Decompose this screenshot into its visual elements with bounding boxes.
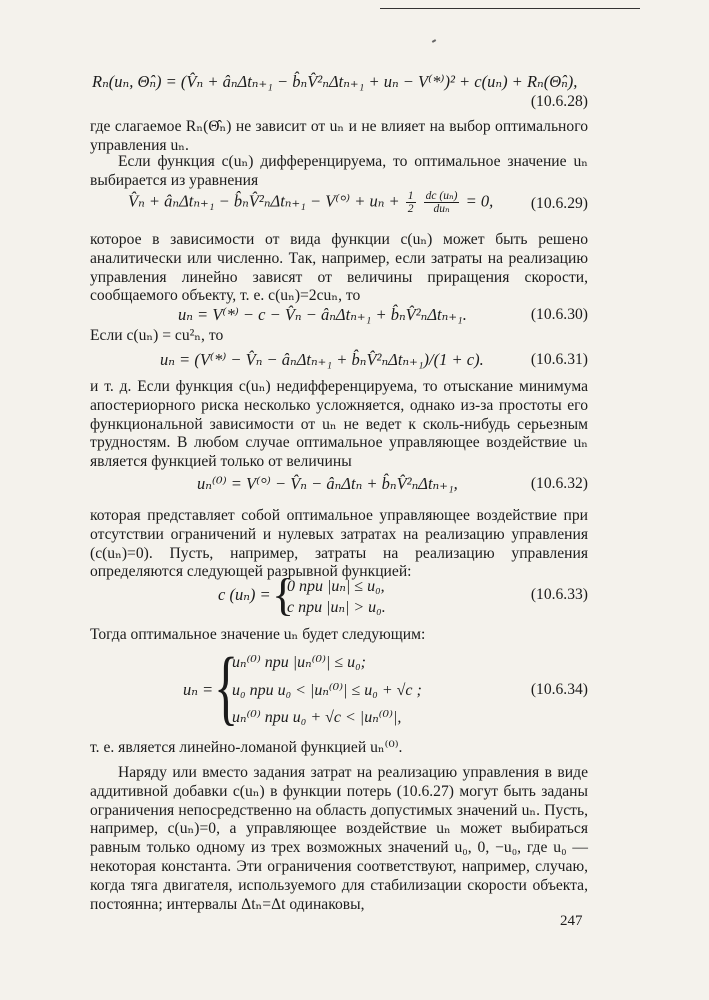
left-brace-10-6-33: {: [272, 569, 295, 620]
paragraph-2: Если функция c(uₙ) дифференцируема, то оптимальное значение uₙ выбирается из уравнения: [90, 153, 588, 189]
equation-10-6-34-case-1: uₙ⁽⁰⁾ при |uₙ⁽⁰⁾| ≤ u₀;: [232, 654, 366, 671]
paragraph-3: которое в зависимости от вида функции c(uₙ) может быть решено аналитически или численно. Так, например, если затраты на реализацию управления линейно зависят от величины приращения скорости, сообщаемого объекту, т. е. c(uₙ)=2cuₙ, то: [90, 231, 588, 305]
paragraph-6: которая представляет собой оптимальное управляющее воздействие при отсутствии ограничений и нулевых затратах на реализацию управления (c(uₙ)=0). Пусть, например, затраты на реализацию управления определяются следующей разрывной функцией:: [90, 507, 588, 581]
coefficient-denominator: 2: [407, 203, 414, 215]
paragraph-8: т. е. является линейно-ломаной функцией uₙ⁽⁰⁾.: [90, 739, 403, 756]
derivative-numerator: dc (uₙ): [425, 190, 458, 202]
derivative-denominator: duₙ: [433, 203, 450, 215]
equation-number-10-6-34: (10.6.34): [530, 681, 588, 698]
equation-10-6-28: Rₙ(uₙ, Θ̂ₙ) = (V̂ₙ + âₙΔtₙ₊₁ − b̂ₙV̂²ₙΔtₙ₊₁ + uₙ − V⁽*⁾)² + c(uₙ) + Rₙ(Θ̂ₙ),: [92, 72, 578, 91]
coefficient-numerator: 1: [407, 190, 414, 202]
paragraph-7: Тогда оптимальное значение uₙ будет следующим:: [90, 626, 426, 643]
equation-10-6-29: [128, 190, 493, 215]
top-rule: [380, 8, 640, 9]
equation-10-6-34-lhs: uₙ =: [183, 680, 214, 699]
equation-number-10-6-29: (10.6.29): [530, 195, 588, 212]
left-brace-10-6-34: {: [214, 641, 239, 734]
paragraph-9: Наряду или вместо задания затрат на реализацию управления в виде аддитивной добавки c(uₙ) в функции потерь (10.6.27) могут быть заданы ограничения непосредственно на область допустимых значений uₙ. Пусть, например, c(uₙ)=0, а управляющее воздействие uₙ может выбираться равным только одному из трех возможных значений u₀, 0, −u₀, где u₀ — некоторая константа. Эти ограничения соответствуют, например, случаю, когда тяга двигателя, используемого для стабилизации скорости объекта, постоянна; интервалы Δtₙ=Δt одинаковы,: [90, 764, 588, 913]
equation-number-10-6-28: (10.6.28): [530, 93, 588, 110]
equation-10-6-29-left: V̂ₙ + âₙΔtₙ₊₁ − b̂ₙV̂²ₙΔtₙ₊₁ − V⁽°⁾ + uₙ +: [128, 191, 400, 211]
print-mark: [432, 39, 436, 43]
paragraph-1: где слагаемое Rₙ(Θ̂ₙ) не зависит от uₙ и не влияет на выбор оптимального управления uₙ.: [90, 118, 588, 154]
equation-10-6-31: uₙ = (V⁽*⁾ − V̂ₙ − âₙΔtₙ₊₁ + b̂ₙV̂²ₙΔtₙ₊₁)/(1 + c).: [160, 350, 484, 369]
equation-10-6-29-right: = 0,: [465, 191, 494, 211]
equation-number-10-6-33: (10.6.33): [530, 586, 588, 603]
equation-number-10-6-32: (10.6.32): [530, 475, 588, 492]
paragraph-5: и т. д. Если функция c(uₙ) недифференцируема, то отыскание минимума апостериорного риска несколько усложняется, однако из-за простоты его функциональной зависимости от uₙ не ведет к сколь-нибудь серьезным трудностям. В любом случае оптимальное управляющее воздействие uₙ является функцией только от величины: [90, 378, 588, 471]
equation-number-10-6-30: (10.6.30): [530, 306, 588, 323]
equation-10-6-33-case-2: c при |uₙ| > u₀.: [287, 599, 386, 616]
equation-10-6-32: uₙ⁽⁰⁾ = V⁽°⁾ − V̂ₙ − âₙΔtₙ + b̂ₙV̂²ₙΔtₙ₊₁,: [197, 474, 458, 493]
equation-10-6-30: uₙ = V⁽*⁾ − c − V̂ₙ − âₙΔtₙ₊₁ + b̂ₙV̂²ₙΔtₙ₊₁.: [178, 305, 467, 324]
equation-number-10-6-31: (10.6.31): [530, 351, 588, 368]
paragraph-4: Если c(uₙ) = cu²ₙ, то: [90, 327, 224, 344]
equation-10-6-33-lhs: c (uₙ) =: [218, 585, 271, 604]
equation-10-6-34-case-2: u₀ при u₀ < |uₙ⁽⁰⁾| ≤ u₀ + √c ;: [232, 682, 422, 699]
equation-10-6-34-case-3: uₙ⁽⁰⁾ при u₀ + √c < |uₙ⁽⁰⁾|,: [232, 709, 402, 726]
derivative-fraction: [424, 190, 460, 215]
page-number: 247: [560, 913, 583, 929]
equation-10-6-33-case-1: 0 при |uₙ| ≤ u₀,: [287, 578, 385, 595]
coefficient-fraction: [406, 190, 416, 215]
